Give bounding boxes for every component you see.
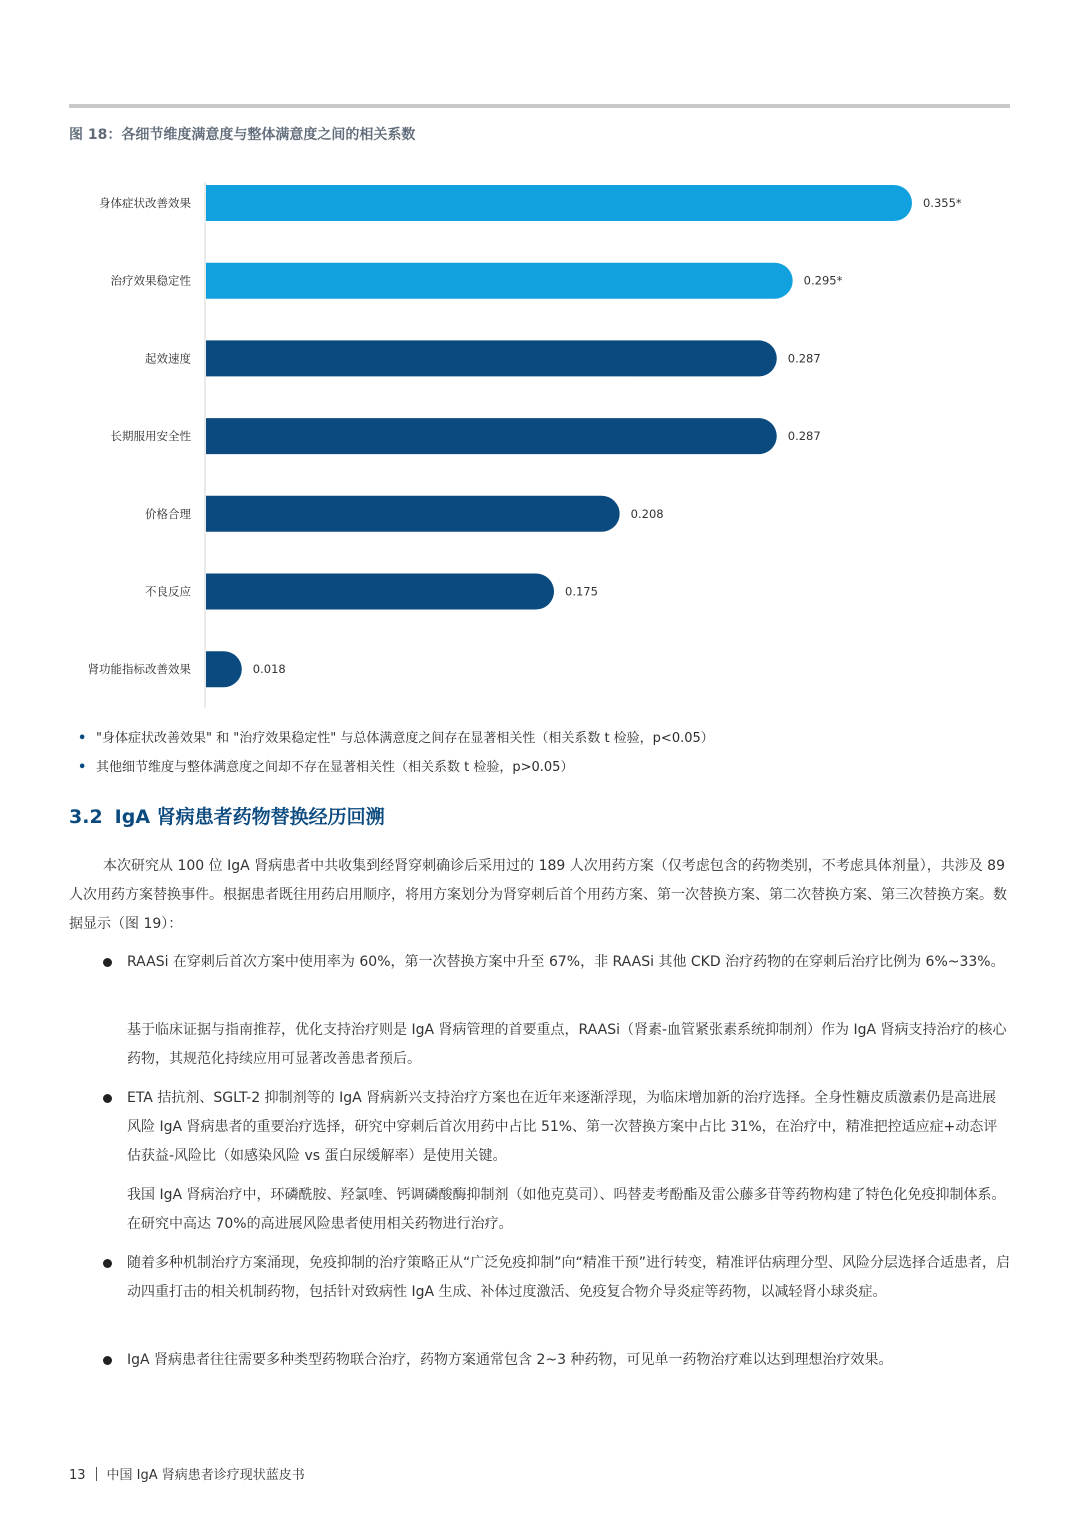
bullet-dot-icon: [103, 1094, 112, 1103]
bullet-paragraph-2: ETA 拮抗剂、SGLT-2 抑制剂等的 IgA 肾病新兴支持治疗方案也在近年来逐渐浮现，为临床增加新的治疗选择。全身性糖皮质激素仍是高进展风险 IgA 肾病患者的重要治疗选择，研究中穿刺后首次用药中占比 51%、第一次替换方案中占比 31%，在治疗中，精准把控适应症+动态评估获益-风险比（如感染风险 vs 蛋白尿缓解率）是使用关键。: [127, 1090, 998, 1164]
category-label: 长期服用安全性: [110, 429, 191, 444]
category-label: 价格合理: [145, 506, 191, 521]
bar-1: [206, 185, 912, 221]
bar-5: [206, 496, 620, 532]
section-heading: [69, 802, 385, 829]
value-label: 0.175: [565, 584, 598, 599]
category-label: 治疗效果稳定性: [110, 273, 191, 288]
intro-paragraph: 本次研究从 100 位 IgA 肾病患者中共收集到经肾穿刺确诊后采用过的 189 人次用药方案（仅考虑包含的药物类别，不考虑具体剂量），共涉及 89 人次用药方案替换事件。根据患者既往用药启用顺序，将用方案划分为肾穿刺后首个用药方案、第一次替换方案、第二次替换方案、第三次替换方案。数据显示（图 19）：: [69, 858, 1007, 932]
bullet-paragraph-3: 随着多种机制治疗方案涌现，免疫抑制的治疗策略正从“广泛免疫抑制”向“精准干预”进行转变，精准评估病理分型、风险分层选择合适患者，启动四重打击的相关机制药物，包括针对致病性 IgA 生成、补体过度激活、免疫复合物介导炎症等药物，以减轻肾小球炎症。: [127, 1255, 1011, 1300]
bar-chart: [0, 160, 1080, 720]
section-number: 3.2: [69, 806, 103, 828]
bullet-dot-icon: [103, 1356, 112, 1365]
sub-paragraph-1: 基于临床证据与指南推荐，优化支持治疗则是 IgA 肾病管理的首要重点，RAASi（肾素-血管紧张素系统抑制剂）作为 IgA 肾病支持治疗的核心药物，其规范化持续应用可显著改善患者预后。: [127, 1022, 1007, 1067]
bullet-dot-icon: [103, 958, 112, 967]
chart-note-2: [78, 756, 573, 775]
note-bullet-icon: •: [78, 760, 87, 775]
chart-note-1: [78, 727, 714, 746]
figure-title: 图 18：各细节维度满意度与整体满意度之间的相关系数: [69, 127, 416, 143]
category-label: 不良反应: [145, 584, 191, 599]
category-label: 身体症状改善效果: [99, 196, 191, 210]
value-label: 0.355*: [923, 196, 962, 210]
bullet-dot-icon: [103, 1259, 112, 1268]
section-title-text: IgA 肾病患者药物替换经历回溯: [114, 806, 385, 828]
footer-divider: [96, 1467, 97, 1481]
footer-book-title: 中国 IgA 肾病患者诊疗现状蓝皮书: [106, 1468, 305, 1483]
note-text: "身体症状改善效果" 和 "治疗效果稳定性" 与总体满意度之间存在显著相关性（相关系数 t 检验，p<0.05）: [96, 731, 714, 746]
bar-3: [206, 340, 777, 376]
category-label: 起效速度: [145, 351, 191, 366]
note-text: 其他细节维度与整体满意度之间却不存在显著相关性（相关系数 t 检验，p>0.05）: [96, 760, 574, 775]
value-label: 0.287: [787, 429, 821, 444]
bar-7: [206, 651, 242, 687]
bar-6: [206, 574, 554, 610]
value-label: 0.208: [630, 506, 664, 521]
bar-4: [206, 418, 777, 454]
page-footer: [69, 1464, 305, 1483]
bullet-paragraph-1: RAASi 在穿刺后首次方案中使用率为 60%，第一次替换方案中升至 67%，非 RAASi 其他 CKD 治疗药物的在穿刺后治疗比例为 6%~33%。: [127, 954, 1005, 970]
note-bullet-icon: •: [78, 731, 87, 746]
bar-2: [206, 263, 793, 299]
top-rule: [69, 104, 1010, 108]
sub-paragraph-2: 我国 IgA 肾病治疗中，环磷酰胺、羟氯喹、钙调磷酸酶抑制剂（如他克莫司）、吗替麦考酚酯及雷公藤多苷等药物构建了特色化免疫抑制体系。在研究中高达 70%的高进展风险患者使用相关药物进行治疗。: [127, 1187, 1006, 1232]
bullet-paragraph-4: IgA 肾病患者往往需要多种类型药物联合治疗，药物方案通常包含 2~3 种药物，可见单一药物治疗难以达到理想治疗效果。: [127, 1352, 893, 1368]
category-label: 肾功能指标改善效果: [87, 662, 191, 677]
value-label: 0.287: [787, 351, 821, 366]
value-label: 0.018: [252, 662, 286, 677]
page-number: 13: [69, 1468, 86, 1483]
value-label: 0.295*: [803, 273, 843, 288]
